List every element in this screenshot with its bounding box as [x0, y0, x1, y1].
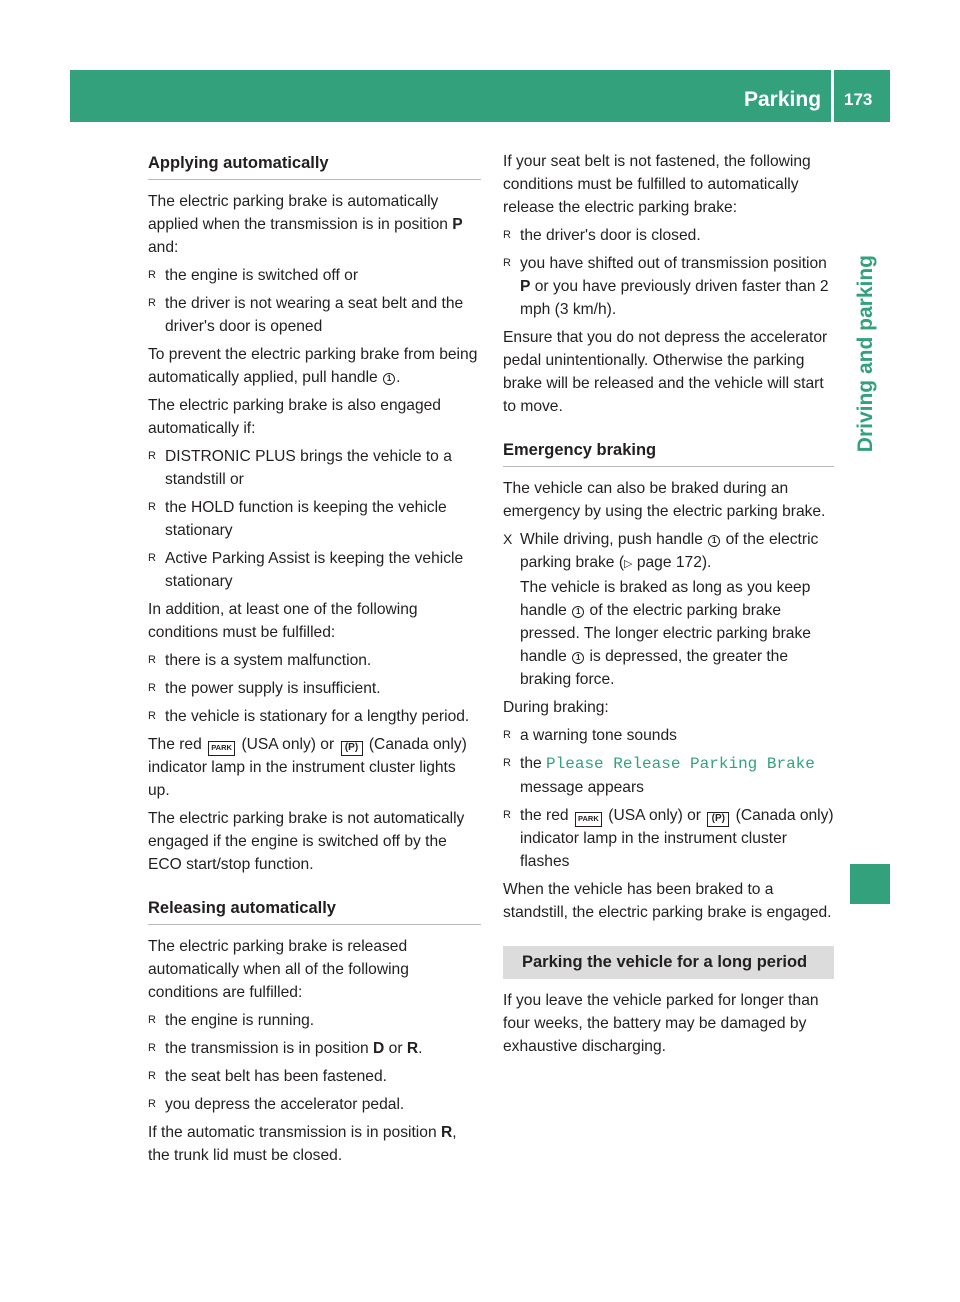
list-item: R the driver is not wearing a seat belt and the driver's door is opened	[148, 292, 481, 338]
seatbelt-bullets	[503, 224, 834, 321]
prevent-text: To prevent the electric parking brake from being automatically applied, pull handle 1 .	[148, 346, 478, 386]
list-item: R the transmission is in position D or R.	[148, 1037, 481, 1060]
long-period-text: If you leave the vehicle parked for longer than four weeks, the battery may be damaged by exhaustive discharging.	[503, 992, 819, 1055]
display-message: Please Release Parking Brake	[546, 755, 815, 773]
applying-intro: The electric parking brake is automatically applied when the transmission is in position P and:	[148, 193, 463, 256]
bullet-icon: R	[148, 501, 156, 513]
also-text: The electric parking brake is also engaged automatically if:	[148, 397, 441, 437]
bullet-icon: R	[503, 757, 511, 769]
bullet-icon: R	[148, 552, 156, 564]
list-item: R DISTRONIC PLUS brings the vehicle to a standstill or	[148, 445, 481, 491]
emergency-intro: The vehicle can also be braked during an emergency by using the electric parking brake.	[503, 480, 826, 520]
list-item: R the driver's door is closed.	[503, 224, 834, 247]
standstill-text: When the vehicle has been braked to a standstill, the electric parking brake is engaged.	[503, 881, 832, 921]
right-column	[503, 150, 834, 1063]
trunk-text: If the automatic transmission is in position R, the trunk lid must be closed.	[148, 1124, 457, 1164]
park-lamp-icon: PARK	[208, 741, 235, 756]
list-item: R the Please Release Parking Brake message appears	[503, 752, 834, 799]
section-title: Parking	[744, 88, 822, 111]
step-arrow-icon: X	[503, 531, 513, 547]
list-item: R the red PARK (USA only) or (P) (Canada only) indicator lamp in the instrument cluster flashes	[503, 804, 834, 873]
list-item: R the power supply is insufficient.	[148, 677, 481, 700]
bullet-icon: R	[148, 710, 156, 722]
addition-bullets	[148, 649, 481, 728]
handle-1-icon: 1	[383, 373, 395, 385]
park-lamp-icon: PARK	[575, 812, 602, 827]
list-item: R the engine is running.	[148, 1009, 481, 1032]
handle-1-icon: 1	[572, 652, 584, 664]
list-item: R you have shifted out of transmission position P or you have previously driven faster than 2 mph (3 km/h).	[503, 252, 834, 321]
bullet-icon: R	[503, 229, 511, 241]
eco-text: The electric parking brake is not automatically engaged if the engine is switched off by the ECO start/stop function.	[148, 810, 465, 873]
bullet-icon: R	[148, 654, 156, 666]
list-item: R you depress the accelerator pedal.	[148, 1093, 481, 1116]
side-tab-label: Driving and parking	[854, 255, 877, 453]
list-item: R the seat belt has been fastened.	[148, 1065, 481, 1088]
during-bullets	[503, 724, 834, 873]
bullet-icon: R	[148, 1042, 156, 1054]
heading-emergency: Emergency braking	[503, 437, 834, 467]
bullet-icon: R	[148, 1098, 156, 1110]
side-tab-block	[850, 864, 890, 904]
bullet-icon: R	[148, 450, 156, 462]
during-braking: During braking:	[503, 699, 609, 716]
list-item: R a warning tone sounds	[503, 724, 834, 747]
bullet-icon: R	[503, 257, 511, 269]
heading-applying: Applying automatically	[148, 150, 481, 180]
releasing-intro: The electric parking brake is released automatically when all of the following conditions are fulfilled:	[148, 938, 409, 1001]
page-ref-icon: ▷	[624, 558, 633, 570]
lamp-text: The red PARK (USA only) or (P) (Canada only) indicator lamp in the instrument cluster lights up.	[148, 736, 467, 799]
list-item: R the vehicle is stationary for a lengthy period.	[148, 705, 481, 728]
heading-releasing: Releasing automatically	[148, 895, 481, 925]
page-number: 173	[844, 90, 873, 109]
bullet-icon: R	[148, 682, 156, 694]
bullet-icon: R	[503, 729, 511, 741]
list-item: R Active Parking Assist is keeping the vehicle stationary	[148, 547, 481, 593]
bullet-icon: R	[148, 297, 156, 309]
releasing-bullets	[148, 1009, 481, 1116]
page-ref-link[interactable]: page 172).	[636, 554, 712, 571]
bullet-icon: R	[148, 269, 156, 281]
canada-brake-lamp-icon: (P)	[707, 812, 729, 827]
seatbelt-text: If your seat belt is not fastened, the following conditions must be fulfilled to automatically release the electric parking brake:	[503, 153, 811, 216]
ensure-text: Ensure that you do not depress the accelerator pedal unintentionally. Otherwise the parking brake will be released and the vehicle will start to move.	[503, 329, 828, 415]
left-column	[148, 150, 481, 1172]
emergency-step: X While driving, push handle 1 of the electric parking brake (▷ page 172). The vehicle is braked as long as you keep handle 1 of the electric parking brake pressed. The longer electric parking brake handle 1 is depressed, the greater the braking force.	[503, 528, 834, 691]
handle-1-icon: 1	[572, 606, 584, 618]
list-item: R the HOLD function is keeping the vehicle stationary	[148, 496, 481, 542]
applying-bullets	[148, 264, 481, 338]
handle-1-icon: 1	[708, 535, 720, 547]
heading-long-period: Parking the vehicle for a long period	[503, 946, 834, 979]
header-divider	[831, 70, 834, 122]
canada-brake-lamp-icon: (P)	[341, 741, 363, 756]
list-item: R the engine is switched off or	[148, 264, 481, 287]
also-bullets	[148, 445, 481, 593]
addition-text: In addition, at least one of the following conditions must be fulfilled:	[148, 601, 418, 641]
bullet-icon: R	[148, 1014, 156, 1026]
bullet-icon: R	[503, 809, 511, 821]
bullet-icon: R	[148, 1070, 156, 1082]
list-item: R there is a system malfunction.	[148, 649, 481, 672]
